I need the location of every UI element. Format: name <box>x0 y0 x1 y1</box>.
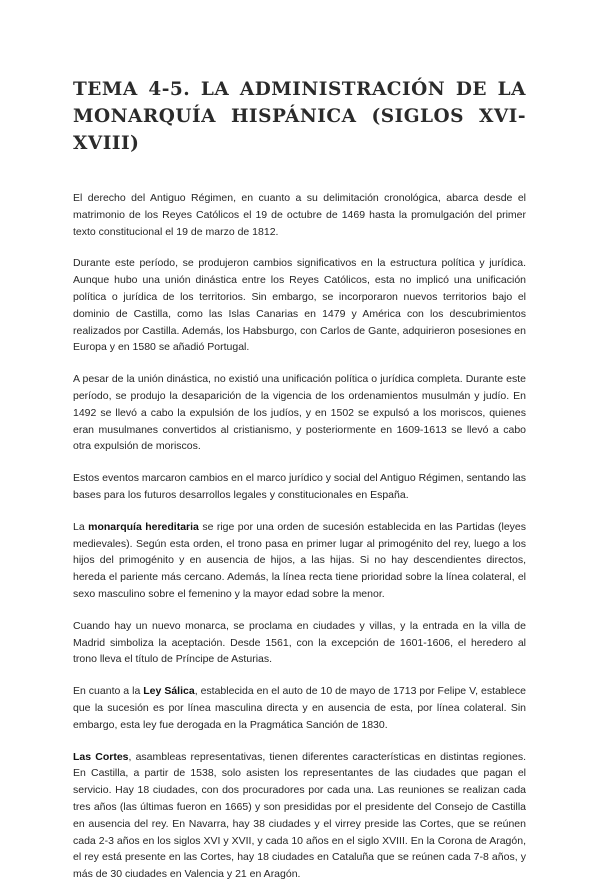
paragraph-monarquia-hereditaria <box>73 519 526 603</box>
document-body <box>73 190 526 883</box>
paragraph-text: En cuanto a la <box>73 685 144 698</box>
paragraph-4 <box>73 470 526 504</box>
paragraph-text: , asambleas representativas, tienen diferentes características en distintas regiones. En Castilla, a partir de 1538, solo asisten los representantes de las ciudades que pagan el servicio. Hay 18 ciudades, con dos procuradores por cada una. Las reuniones se realizan cada tres años (las últimas fueron en 1665) y son presididas por el presidente del Consejo de Castilla en ausencia del rey. En Navarra, hay 38 ciudades y el virrey preside las Cortes, que se reúnen cada 2-3 años en los siglos XVI y XVII, y cada 10 años en el siglo XVIII. En la Corona de Aragón, el rey está presente en las Cortes, hay 18 ciudades en Cataluña que se reúnen cada 7-8 años, y más de 30 ciudades en Valencia y 21 en Aragón. <box>73 750 526 881</box>
paragraph-las-cortes <box>73 749 526 883</box>
paragraph-3 <box>73 371 526 455</box>
bold-term: monarquía hereditaria <box>88 520 199 533</box>
document-title: TEMA 4-5. LA ADMINISTRACIÓN DE LA MONARQUÍA HISPÁNICA (SIGLOS XVI-XVIII) <box>73 79 526 154</box>
paragraph-text: La <box>73 520 89 533</box>
paragraph-text: Cuando hay un nuevo monarca, se proclama en ciudades y villas, y la entrada en la villa de Madrid simboliza la aceptación. Desde 1561, con la excepción de 1601-1606, el heredero al trono lleva el título de Príncipe de Asturias. <box>73 619 526 666</box>
paragraph-6 <box>73 618 526 668</box>
paragraph-text: Durante este período, se produjeron cambios significativos en la estructura política y jurídica. Aunque hubo una unión dinástica entre los Reyes Católicos, esta no implicó una unificación política o jurídica de los territorios. Sin embargo, se incorporaron nuevos territorios bajo el dominio de Castilla, como las Islas Canarias en 1479 y América con los descubrimientos realizados por Castilla. Además, los Habsburgo, con Carlos de Gante, adquirieron posesiones en Europa y en 1580 se añadió Portugal. <box>73 257 526 354</box>
paragraph-text: , establecida en el auto de 10 de mayo de 1713 por Felipe V, establece que la sucesión es por línea masculina directa y en ausencia de esta, por línea colateral. Sin embargo, esta ley fue derogada en la Pragmática Sanción de 1830. <box>73 685 526 731</box>
paragraph-text: El derecho del Antiguo Régimen, en cuanto a su delimitación cronológica, abarca desde el matrimonio de los Reyes Católicos el 19 de octubre de 1469 hasta la promulgación del primer texto constitucional el 19 de marzo de 1812. <box>73 192 526 238</box>
bold-term: Las Cortes <box>73 750 129 763</box>
paragraph-ley-salica <box>73 683 526 733</box>
paragraph-text: Estos eventos marcaron cambios en el marco jurídico y social del Antiguo Régimen, sentando las bases para los futuros desarrollos legales y constitucionales en España. <box>73 472 526 501</box>
paragraph-1 <box>73 190 526 240</box>
paragraph-text: A pesar de la unión dinástica, no existió una unificación política o jurídica completa. Durante este período, se produjo la desaparición de la vigencia de los ordenamientos musulmán y judío. En 1492 se llevó a cabo la expulsión de los judíos, y en 1502 se expulsó a los moriscos, quienes eran musulmanes convertidos al cristianismo, y posteriormente en 1609-1613 se llevó a cabo otra expulsión de moriscos. <box>73 373 526 453</box>
paragraph-2 <box>73 255 526 356</box>
paragraph-text: se rige por una orden de sucesión establecida en las Partidas (leyes medievales). Según esta orden, el trono pasa en primer lugar al primogénito del rey, luego a los hijos del primogénito y en ausencia de hijos, a las hijas. Si no hay descendientes directos, hereda el pariente más cercano. Además, la línea recta tiene prioridad sobre la línea colateral, el sexo masculino sobre el femenino y la mayor edad sobre la menor. <box>73 520 526 600</box>
bold-term: Ley Sálica <box>143 685 195 698</box>
